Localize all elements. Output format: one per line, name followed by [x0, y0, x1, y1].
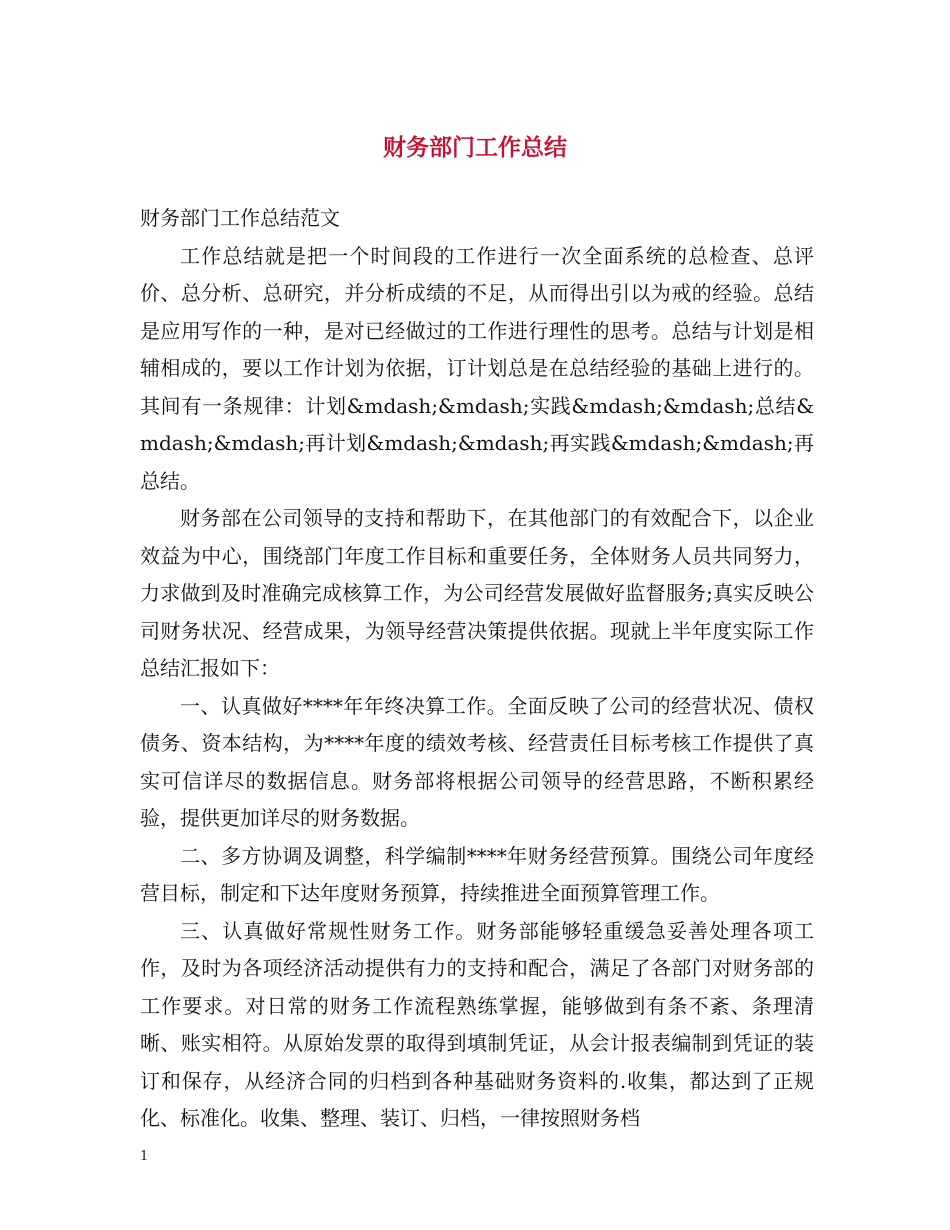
- paragraph-item-3: 三、认真做好常规性财务工作。财务部能够轻重缓急妥善处理各项工作，及时为各项经济活动提供有力的支持和配合，满足了各部门对财务部的工作要求。对日常的财务工作流程熟练掌握，能够做到有条不紊、条理清晰、账实相符。从原始发票的取得到填制凭证，从会计报表编制到凭证的装订和保存，从经济合同的归档到各种基础财务资料的.收集，都达到了正规化、标准化。收集、整理、装订、归档，一律按照财务档: [140, 918, 814, 1130]
- paragraph-item-2: 二、多方协调及调整，科学编制****年财务经营预算。围绕公司年度经营目标，制定和下达年度财务预算，持续推进全面预算管理工作。: [140, 843, 814, 905]
- paragraph-overview: 财务部在公司领导的支持和帮助下，在其他部门的有效配合下，以企业效益为中心，围绕部门年度工作目标和重要任务，全体财务人员共同努力，力求做到及时准确完成核算工作，为公司经营发展做好监督服务;真实反映公司财务状况、经营成果，为领导经营决策提供依据。现就上半年度实际工作总结汇报如下：: [140, 506, 814, 680]
- paragraph-intro: 工作总结就是把一个时间段的工作进行一次全面系统的总检查、总评价、总分析、总研究，并分析成绩的不足，从而得出引以为戒的经验。总结是应用写作的一种，是对已经做过的工作进行理性的思考。总结与计划是相辅相成的，要以工作计划为依据，订计划总是在总结经验的基础上进行的。其间有一条规律：计划&mdash;&mdash;实践&mdash;&mdash;总结&mdash;&mdash;再计划&mdash;&mdash;再实践&mdash;&mdash;再总结。: [140, 243, 814, 493]
- page-title: 财务部门工作总结: [383, 135, 567, 161]
- page-number: 1: [140, 1149, 149, 1164]
- document-body: [140, 200, 814, 1138]
- document-subtitle: 财务部门工作总结范文: [140, 206, 340, 230]
- paragraph-item-1: 一、认真做好****年年终决算工作。全面反映了公司的经营状况、债权债务、资本结构，为****年度的绩效考核、经营责任目标考核工作提供了真实可信详尽的数据信息。财务部将根据公司领导的经营思路，不断积累经验，提供更加详尽的财务数据。: [140, 693, 814, 830]
